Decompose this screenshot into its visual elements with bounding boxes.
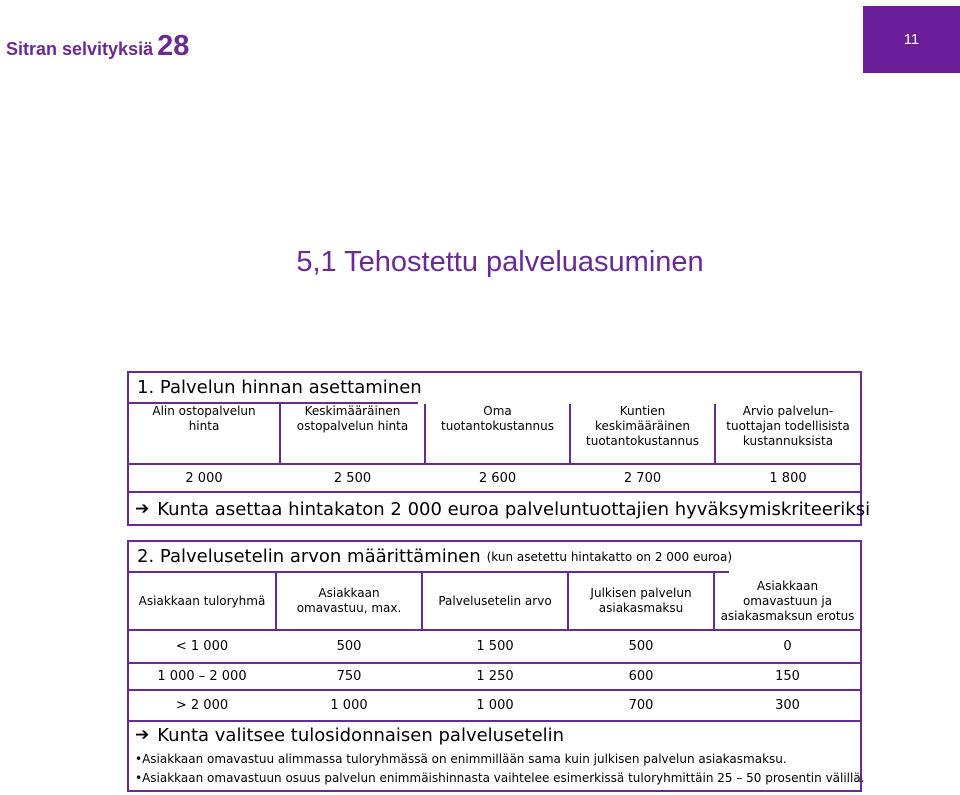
publication-title-text: Sitran selvityksiä <box>6 39 154 59</box>
table-row-cell: < 1 000 <box>175 639 229 654</box>
value-average-price: 2 500 <box>333 470 372 486</box>
voucher-conclusion-text: Kunta valitsee tulosidonnaisen palvelusetelin <box>157 724 565 746</box>
column-header-max-deductible: Asiakkaan omavastuu, max. <box>296 586 402 615</box>
value-own-cost: 2 600 <box>478 470 517 486</box>
divider <box>129 491 860 493</box>
list-item <box>135 752 787 766</box>
voucher-value-section <box>127 540 865 792</box>
table-row-cell: 750 <box>336 669 362 684</box>
page-number-box <box>863 6 960 73</box>
value-municipal-average-cost: 2 700 <box>623 470 662 486</box>
bullet-text: Asiakkaan omavastuu alimmassa tuloryhmässä on enimmillään sama kuin julkisen palvelun asiakasmaksu. <box>142 752 787 766</box>
price-setting-conclusion <box>135 495 870 523</box>
value-lowest-price: 2 000 <box>185 470 223 486</box>
table-row-cell: 500 <box>336 639 362 654</box>
price-setting-title: 1. Palvelun hinnan asettaminen <box>137 377 422 398</box>
table-row-cell: 1 000 <box>330 698 368 713</box>
page-number: 11 <box>903 31 920 48</box>
table-row-cell: 1 250 <box>476 669 514 684</box>
bullet-dot-icon: • <box>135 771 143 785</box>
price-setting-conclusion-text: Kunta asettaa hintakaton 2 000 euroa palveluntuottajien hyväksymiskriteeriksi <box>157 498 871 520</box>
table-row-cell: > 2 000 <box>175 698 229 713</box>
column-header-public-fee: Julkisen palvelun asiakasmaksu <box>590 586 692 615</box>
column-header-own-cost: Oma tuotantokustannus <box>441 404 554 433</box>
value-provider-cost-estimate: 1 800 <box>769 470 807 486</box>
table-row-cell: 500 <box>628 639 654 654</box>
table-row-cell: 0 <box>783 639 792 654</box>
column-header-municipal-average-cost: Kuntien keskimääräinen tuotantokustannus <box>586 404 699 448</box>
column-header-provider-cost-estimate: Arvio palvelun- tuottajan todellisista kustannuksista <box>726 404 850 448</box>
column-header-voucher-value: Palvelusetelin arvo <box>438 593 552 608</box>
column-header-difference: Asiakkaan omavastuun ja asiakasmaksun erotus <box>720 578 855 623</box>
column-header-average-price: Keskimääräinen ostopalvelun hinta <box>296 404 409 433</box>
column-header-income-group: Asiakkaan tuloryhmä <box>138 593 266 608</box>
table-row-cell: 150 <box>775 669 800 684</box>
price-setting-section <box>127 371 871 526</box>
publication-number: 28 <box>157 30 190 62</box>
voucher-value-header <box>129 542 733 573</box>
table-row-cell: 1 500 <box>476 639 514 654</box>
voucher-value-title: 2. Palvelusetelin arvon määrittäminen <box>137 546 481 567</box>
voucher-value-note: (kun asetettu hintakatto on 2 000 euroa) <box>486 549 733 564</box>
table-row-cell: 1 000 <box>476 698 514 713</box>
price-setting-header <box>129 373 422 404</box>
bullet-dot-icon: • <box>135 752 143 766</box>
right-arrow-icon: ➔ <box>135 499 150 519</box>
slide-title: 5,1 Tehostettu palveluasuminen <box>296 246 704 278</box>
right-arrow-icon: ➔ <box>135 725 150 745</box>
publication-title <box>6 30 189 63</box>
bullet-text: Asiakkaan omavastuun osuus palvelun enimmäishinnasta vaihtelee esimerkissä tuloryhmittäin 25 – 50 prosentin välillä. <box>142 771 865 785</box>
table-row-cell: 300 <box>775 698 800 713</box>
list-item <box>135 771 865 785</box>
table-row-cell: 1 000 – 2 000 <box>157 669 247 684</box>
column-header-lowest-price: Alin ostopalvelun hinta <box>152 404 256 433</box>
table-row-cell: 600 <box>628 669 654 684</box>
table-row-cell: 700 <box>628 698 654 713</box>
voucher-conclusion <box>135 722 564 748</box>
